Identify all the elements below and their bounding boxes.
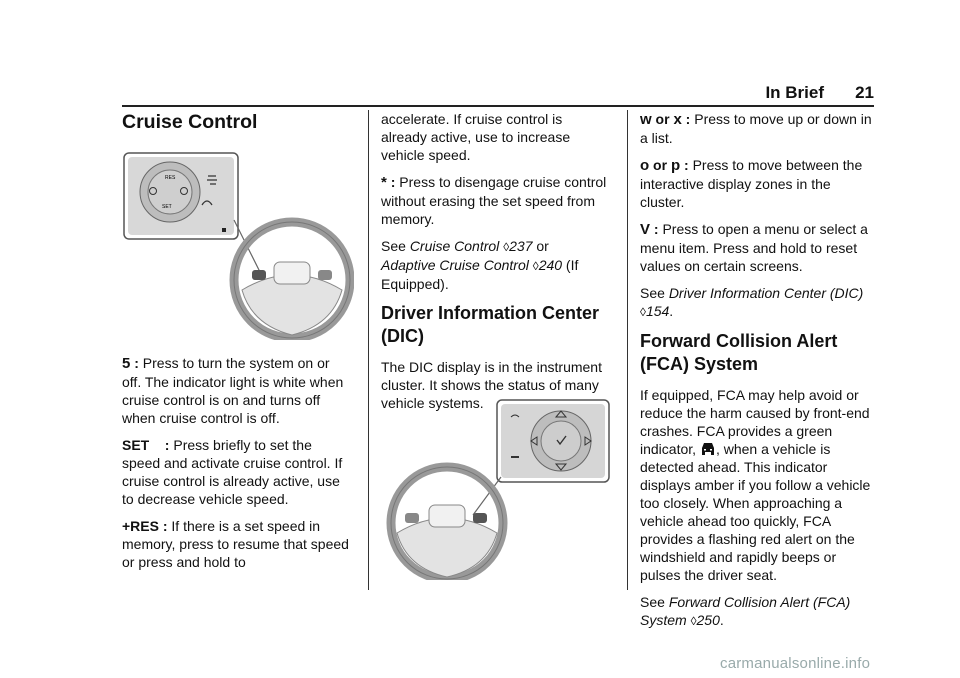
see-fca-paragraph: See Forward Collision Alert (FCA) System ◊250. [640, 594, 851, 628]
left-right-paragraph: o or p : Press to move between the interactive display zones in the cluster. [640, 157, 863, 210]
fca-paragraph: If equipped, FCA may help avoid or reduce the harm caused by front-end crashes. FCA provides a green indicator, , when a vehicle is detected ahead. This indicator displays amber if you follow a vehicle too closely. When approaching a vehicle ahead too quickly, FCA provides a flashing red alert on the windshield and rapidly beeps or pulses the driver seat. [640, 387, 871, 583]
cancel-icon: * [381, 174, 387, 191]
cruise-control-body [122, 354, 352, 580]
dic-link[interactable]: Driver Information Center (DIC) [668, 285, 864, 301]
page-header [0, 83, 960, 107]
set-paragraph: SET : Press briefly to set the speed and activate cruise control. If cruise control is already active, use to decrease vehicle speed. [122, 437, 343, 507]
cancel-paragraph: * : Press to disengage cruise control without erasing the set speed from memory. [381, 174, 607, 227]
cruise-on-off-icon: 5 [122, 355, 131, 372]
column-2 [381, 110, 611, 421]
select-paragraph: V : Press to open a menu or select a menu item. Press and hold to reset values on certain screens. [640, 221, 868, 274]
right-arrow-icon: p [670, 157, 681, 174]
column-3 [640, 110, 872, 639]
page-ref-icon: ◊ [690, 614, 697, 628]
dic-steering-wheel-illustration [381, 397, 611, 580]
dic-paragraph: The DIC display is in the instrument cluster. It shows the status of many vehicle systems. [381, 359, 602, 411]
down-arrow-icon: x [673, 111, 682, 128]
see-cruise-paragraph: See Cruise Control ◊237 or Adaptive Cruise Control ◊240 (If Equipped). [381, 238, 579, 292]
page-number: 21 [855, 83, 874, 102]
page-ref-icon: ◊ [503, 240, 510, 254]
vehicle-ahead-icon [700, 442, 716, 455]
section-title: In Brief [765, 83, 824, 102]
watermark: carmanualsonline.info [720, 655, 871, 672]
column-divider-1 [368, 110, 369, 590]
column-1 [122, 110, 352, 142]
page-ref-icon: ◊ [532, 259, 539, 273]
fca-link[interactable]: Forward Collision Alert (FCA) System [640, 594, 851, 628]
up-down-paragraph: w or x : Press to move up or down in a list. [640, 111, 872, 146]
on-off-paragraph: 5 : Press to turn the system on or off. The indicator light is white when cruise control is on and turns off when cruise control is off. [122, 355, 344, 426]
left-arrow-icon: o [640, 157, 650, 174]
accelerate-paragraph: accelerate. If cruise control is already active, use to increase vehicle speed. [381, 111, 571, 163]
res-label: +RES : [122, 518, 168, 534]
cruise-control-heading: Cruise Control [122, 111, 258, 133]
dic-heading: Driver Information Center (DIC) [381, 303, 600, 346]
res-paragraph: +RES : If there is a set speed in memory, press to resume that speed or press and hold to [122, 518, 349, 570]
set-label: SET [162, 204, 172, 210]
checkmark-icon: V [640, 221, 651, 238]
see-dic-paragraph: See Driver Information Center (DIC) ◊154. [640, 285, 864, 319]
adaptive-cruise-link[interactable]: Adaptive Cruise Control [381, 257, 529, 273]
set-label: SET [122, 437, 150, 453]
column-divider-2 [627, 110, 628, 590]
res-label: RES [165, 175, 176, 181]
cruise-control-link[interactable]: Cruise Control [409, 238, 500, 254]
header-rule [122, 105, 874, 107]
cruise-control-steering-wheel-illustration [122, 150, 354, 340]
up-arrow-icon: w [640, 111, 652, 128]
fca-heading: Forward Collision Alert (FCA) System [640, 331, 838, 374]
page-ref-icon: ◊ [640, 305, 646, 319]
